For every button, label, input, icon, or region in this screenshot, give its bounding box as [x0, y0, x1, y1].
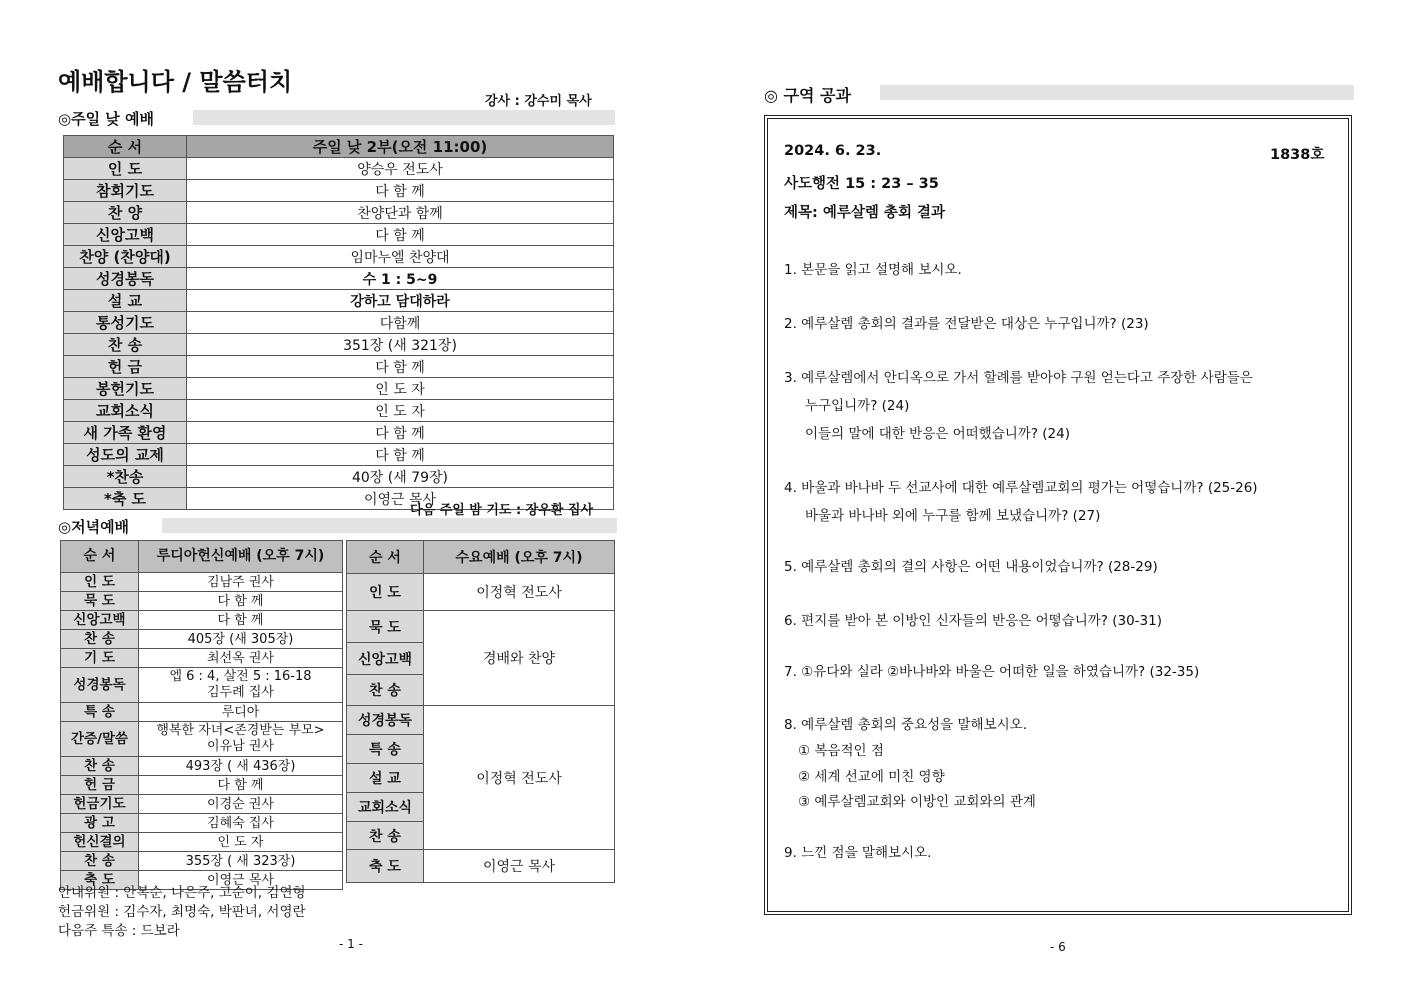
row-label: 찬 송 — [61, 757, 139, 776]
row-value: 인 도 자 — [187, 378, 614, 400]
row-label: *축 도 — [64, 488, 187, 510]
row-label: 신앙고백 — [64, 224, 187, 246]
row-value: 강하고 담대하라 — [187, 290, 614, 312]
table-row — [61, 833, 343, 852]
table-row — [64, 268, 614, 290]
row-label: 기 도 — [61, 649, 139, 668]
header-cell-order: 순 서 — [61, 541, 139, 573]
evening-section-bar — [162, 518, 617, 533]
table-row — [64, 290, 614, 312]
row-value: 이영근 목사 — [139, 871, 343, 890]
row-label: 참회기도 — [64, 180, 187, 202]
speaker-line: 강사 : 강수미 목사 — [485, 94, 592, 109]
row-label: 찬 송 — [61, 852, 139, 871]
question-7: 7. ①유다와 실라 ②바나바와 바울은 어떠한 일을 하였습니까? (32-35) — [784, 664, 1200, 680]
row-label: 봉헌기도 — [64, 378, 187, 400]
row-label: 성도의 교제 — [64, 444, 187, 466]
row-value: 찬양단과 함께 — [187, 202, 614, 224]
header-cell-service: 수요예배 (오후 7시) — [424, 541, 615, 574]
page-number-left: - 1 - — [339, 937, 363, 951]
study-date: 2024. 6. 23. — [784, 143, 882, 159]
row-label: 찬 양 — [64, 202, 187, 224]
row-label: 찬 송 — [347, 675, 424, 706]
table-row — [64, 158, 614, 180]
table-row — [347, 706, 615, 735]
row-value: 355장 ( 새 323장) — [139, 852, 343, 871]
header-cell-service: 루디아헌신예배 (오후 7시) — [139, 541, 343, 573]
table-header-row — [61, 541, 343, 573]
row-label: 특 송 — [61, 703, 139, 722]
question-8-point-2: ② 세계 선교에 미친 영향 — [798, 769, 945, 785]
row-value: 다 함 께 — [139, 776, 343, 795]
row-value: 다 함 께 — [139, 611, 343, 630]
row-value: 임마누엘 찬양대 — [187, 246, 614, 268]
row-value: 이경순 권사 — [139, 795, 343, 814]
table-row — [61, 703, 343, 722]
table-row — [61, 630, 343, 649]
lesson-subject: 제목: 예루살렘 총회 결과 — [784, 205, 946, 221]
row-value: 이영근 목사 — [424, 850, 615, 883]
row-value: 인 도 자 — [139, 833, 343, 852]
table-row — [64, 312, 614, 334]
table-row — [64, 224, 614, 246]
table-row — [64, 444, 614, 466]
row-label: 성경봉독 — [347, 706, 424, 735]
row-label: 인 도 — [64, 158, 187, 180]
row-value: 인 도 자 — [187, 400, 614, 422]
table-row — [64, 334, 614, 356]
table-row — [64, 202, 614, 224]
table-row — [347, 611, 615, 643]
row-label: 간증/말씀 — [61, 722, 139, 757]
question-1: 1. 본문을 읽고 설명해 보시오. — [784, 262, 962, 278]
notes-line: 헌금위원 : 김수자, 최명숙, 박판녀, 서영란 — [58, 904, 306, 920]
row-value: 다 함 께 — [187, 422, 614, 444]
row-value: 김혜숙 집사 — [139, 814, 343, 833]
row-label: 헌신결의 — [61, 833, 139, 852]
question-3-sub: 이들의 말에 대한 반응은 어떠했습니까? (24) — [805, 426, 1070, 442]
row-value: 수 1 : 5~9 — [187, 268, 614, 290]
scripture-reference: 사도행전 15 : 23 – 35 — [784, 176, 939, 192]
wednesday-service-table — [346, 540, 615, 883]
table-row — [64, 466, 614, 488]
table-header-row — [64, 136, 614, 158]
row-value: 이정혁 전도사 — [424, 574, 615, 611]
row-label: 찬 송 — [64, 334, 187, 356]
row-value: 493장 ( 새 436장) — [139, 757, 343, 776]
question-3-continued: 누구입니까? (24) — [805, 398, 910, 414]
row-value: 다함께 — [187, 312, 614, 334]
row-label: 묵 도 — [347, 611, 424, 643]
volunteer-notes — [58, 884, 306, 941]
table-row — [347, 574, 615, 611]
question-4: 4. 바울과 바나바 두 선교사에 대한 예루살렘교회의 평가는 어떻습니까? (25-26) — [784, 480, 1258, 496]
table-row — [347, 850, 615, 883]
sunday-service-table — [63, 135, 614, 510]
table-row — [61, 776, 343, 795]
table-row — [61, 649, 343, 668]
row-label: 새 가족 환영 — [64, 422, 187, 444]
row-label: *찬송 — [64, 466, 187, 488]
table-row — [61, 757, 343, 776]
page-title: 예배합니다 / 말씀터치 — [58, 68, 293, 96]
study-section-bar — [880, 85, 1354, 100]
row-value: 40장 (새 79장) — [187, 466, 614, 488]
row-value: 엡 6 : 4, 살전 5 : 16-18 김두례 집사 — [139, 668, 343, 703]
row-value: 최선옥 권사 — [139, 649, 343, 668]
table-row — [61, 814, 343, 833]
row-label: 축 도 — [61, 871, 139, 890]
question-3: 3. 예루살렘에서 안디옥으로 가서 할례를 받아야 구원 얻는다고 주장한 사람들은 — [784, 370, 1253, 386]
row-label: 찬양 (찬양대) — [64, 246, 187, 268]
row-value: 이정혁 전도사 — [424, 706, 615, 850]
table-row — [64, 378, 614, 400]
row-value: 행복한 자녀<존경받는 부모> 이유남 권사 — [139, 722, 343, 757]
header-cell-order: 순 서 — [347, 541, 424, 574]
question-9: 9. 느낀 점을 말해보시오. — [784, 845, 932, 861]
notes-line: 다음주 특송 : 드보라 — [58, 923, 180, 939]
header-cell-order: 순 서 — [64, 136, 187, 158]
row-value: 다 함 께 — [139, 592, 343, 611]
question-8-point-3: ③ 예루살렘교회와 이방인 교회와의 관계 — [798, 794, 1036, 810]
table-row — [61, 668, 343, 703]
row-value: 김남주 권사 — [139, 573, 343, 592]
table-row — [61, 722, 343, 757]
sunday-section-heading: ◎주일 낮 예배 — [58, 110, 154, 128]
evening-service-table — [60, 540, 343, 890]
next-prayer-note: 다음 주일 밤 기도 : 장우환 집사 — [410, 503, 594, 518]
page-number-right: - 6 — [1050, 940, 1066, 954]
row-label: 설 교 — [347, 764, 424, 793]
table-header-row — [347, 541, 615, 574]
row-label: 찬 송 — [61, 630, 139, 649]
table-row — [61, 611, 343, 630]
row-value: 다 함 께 — [187, 356, 614, 378]
sunday-section-bar — [193, 110, 615, 125]
table-row — [64, 246, 614, 268]
row-label: 설 교 — [64, 290, 187, 312]
row-value: 루디아 — [139, 703, 343, 722]
table-row — [64, 400, 614, 422]
row-value: 이영근 목사 — [187, 488, 614, 510]
table-row — [61, 795, 343, 814]
table-row — [61, 852, 343, 871]
row-label: 축 도 — [347, 850, 424, 883]
row-value: 405장 (새 305장) — [139, 630, 343, 649]
table-row — [61, 573, 343, 592]
row-label: 성경봉독 — [61, 668, 139, 703]
row-label: 신앙고백 — [347, 643, 424, 675]
evening-section-heading: ◎저녁예배 — [58, 518, 130, 536]
question-2: 2. 예루살렘 총회의 결과를 전달받은 대상은 누구입니까? (23) — [784, 316, 1149, 332]
row-label: 헌금기도 — [61, 795, 139, 814]
question-6: 6. 편지를 받아 본 이방인 신자들의 반응은 어떻습니까? (30-31) — [784, 613, 1162, 629]
row-label: 교회소식 — [64, 400, 187, 422]
row-label: 신앙고백 — [61, 611, 139, 630]
row-value: 다 함 께 — [187, 224, 614, 246]
row-label: 통성기도 — [64, 312, 187, 334]
question-8-point-1: ① 복음적인 점 — [798, 743, 884, 759]
row-value: 다 함 께 — [187, 444, 614, 466]
row-label: 특 송 — [347, 735, 424, 764]
row-label: 찬 송 — [347, 822, 424, 850]
table-row — [64, 356, 614, 378]
row-value: 351장 (새 321장) — [187, 334, 614, 356]
question-8: 8. 예루살렘 총회의 중요성을 말해보시오. — [784, 717, 1027, 733]
row-value: 다 함 께 — [187, 180, 614, 202]
row-value: 경배와 찬양 — [424, 611, 615, 706]
table-row — [61, 592, 343, 611]
row-label: 묵 도 — [61, 592, 139, 611]
row-label: 인 도 — [61, 573, 139, 592]
table-row — [64, 422, 614, 444]
row-label: 인 도 — [347, 574, 424, 611]
row-label: 헌 금 — [64, 356, 187, 378]
row-label: 광 고 — [61, 814, 139, 833]
question-5: 5. 예루살렘 총회의 결의 사항은 어떤 내용이었습니까? (28-29) — [784, 559, 1158, 575]
notes-line: 안내위원 : 안복순, 나은주, 고순이, 김연형 — [58, 885, 306, 901]
question-4-sub: 바울과 바나바 외에 누구를 함께 보냈습니까? (27) — [805, 508, 1101, 524]
row-value: 양승우 전도사 — [187, 158, 614, 180]
header-cell-service: 주일 낮 2부(오전 11:00) — [187, 136, 614, 158]
row-label: 헌 금 — [61, 776, 139, 795]
row-label: 성경봉독 — [64, 268, 187, 290]
study-section-heading: ◎ 구역 공과 — [764, 86, 851, 105]
issue-number: 1838호 — [1270, 147, 1325, 163]
table-row — [64, 180, 614, 202]
row-label: 교회소식 — [347, 793, 424, 822]
